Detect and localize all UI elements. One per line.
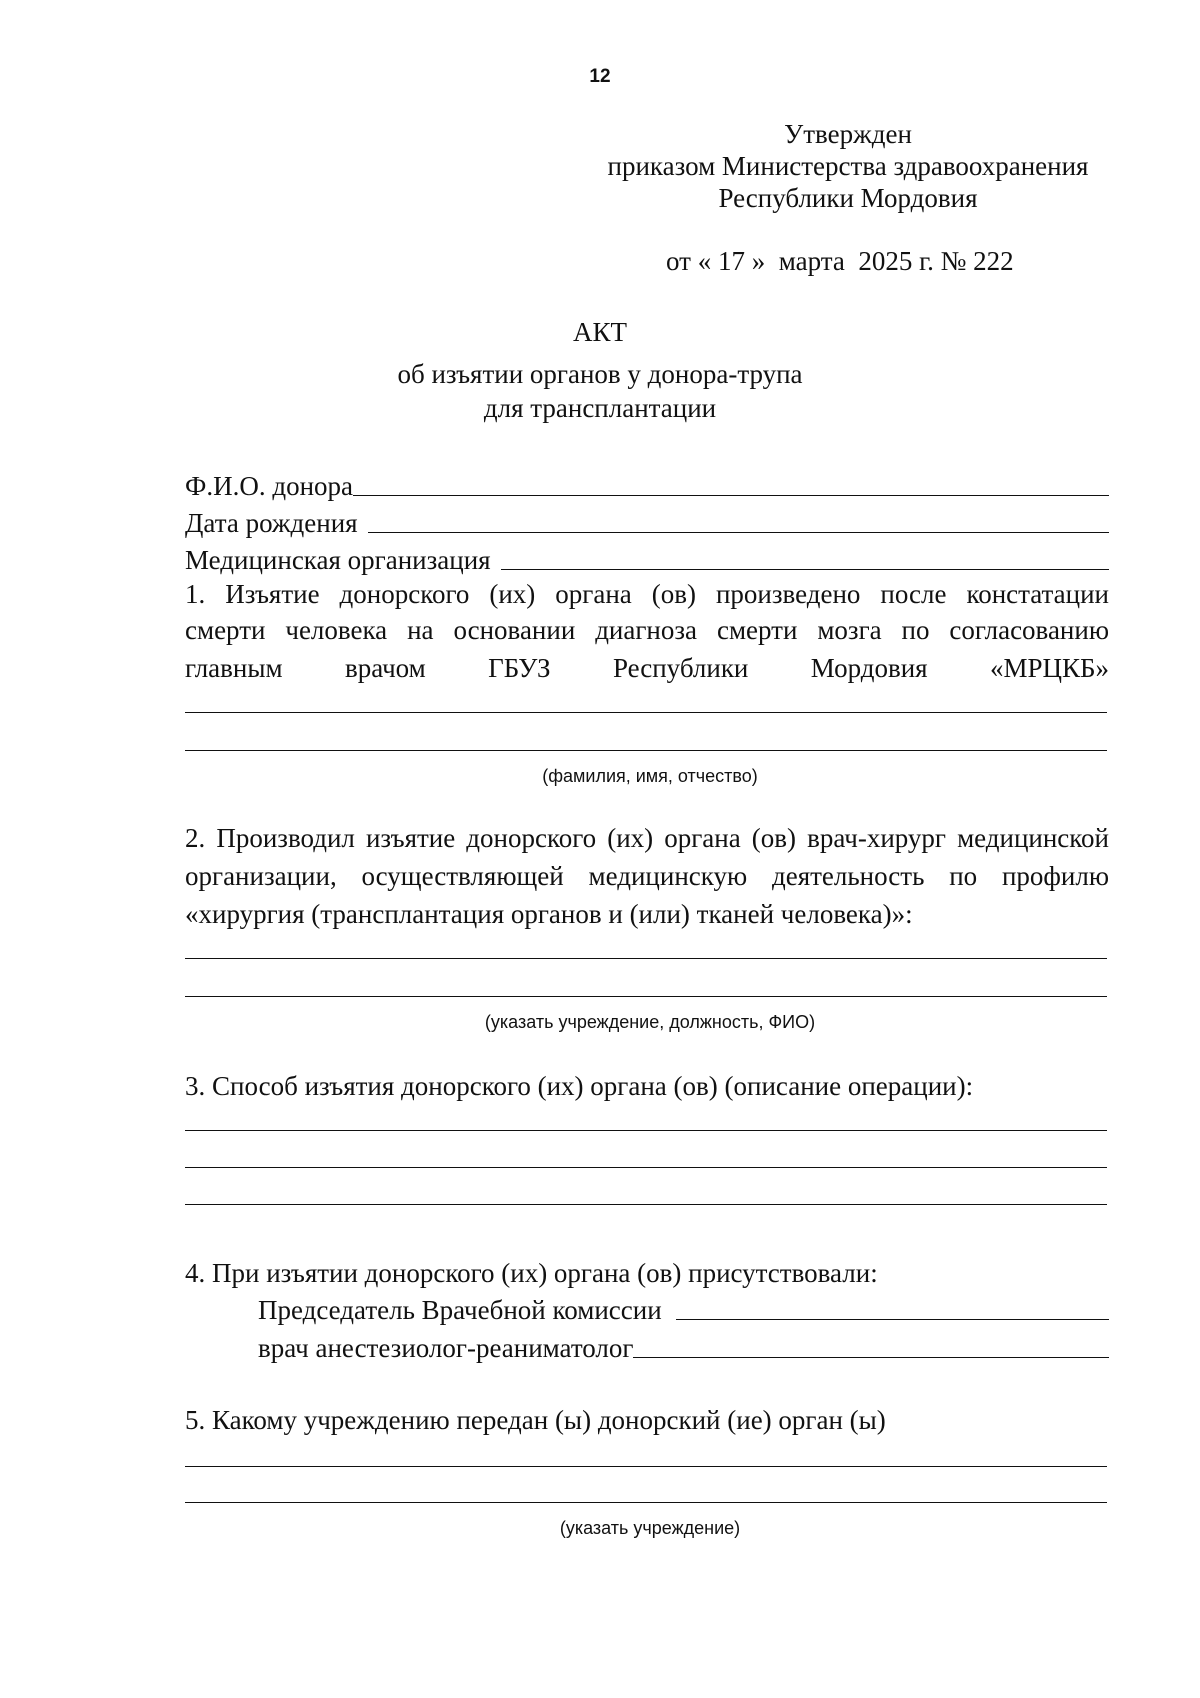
approval-line-3: Республики Мордовия: [718, 183, 978, 213]
anesthesiologist-input-line[interactable]: [633, 1357, 1109, 1358]
approval-line-2: приказом Министерства здравоохранения: [607, 151, 1089, 181]
section-1-word: ГБУЗ: [488, 653, 551, 683]
section-5-fill-line[interactable]: [185, 1466, 1107, 1467]
birth-date-label: Дата рождения: [185, 508, 358, 538]
section-2-line-2: организации, осуществляющей медицинскую деятельность по профилю: [185, 861, 1109, 891]
section-1-word: Республики: [612, 653, 749, 683]
section-2-caption: (указать учреждение, должность, ФИО): [484, 1012, 816, 1032]
section-2-fill-line[interactable]: [185, 996, 1107, 997]
section-3-line-1: 3. Способ изъятия донорского (их) органа (ов) (описание операции):: [185, 1071, 974, 1101]
section-1-fill-line[interactable]: [185, 750, 1107, 751]
section-1-word: «МРЦКБ»: [989, 653, 1109, 683]
section-1-line-2: смерти человека на основании диагноза смерти мозга по согласованию: [185, 615, 1109, 645]
commission-chair-field[interactable]: [258, 1292, 1109, 1326]
page-number: 12: [589, 66, 611, 87]
section-1-word: главным: [185, 653, 283, 683]
section-5-line-1: 5. Какому учреждению передан (ы) донорский (ие) орган (ы): [185, 1405, 886, 1435]
commission-chair-label: Председатель Врачебной комиссии: [258, 1295, 662, 1325]
donor-name-label: Ф.И.О. донора: [185, 471, 353, 501]
section-1-line-3: [185, 652, 1109, 684]
section-2-line-1: 2. Производил изъятие донорского (их) органа (ов) врач-хирург медицинской: [185, 823, 1109, 853]
section-3-fill-line[interactable]: [185, 1204, 1107, 1205]
approval-line-1: Утвержден: [784, 119, 912, 149]
section-5-fill-line[interactable]: [185, 1502, 1107, 1503]
section-2-line-3: «хирургия (трансплантация органов и (или) тканей человека)»:: [185, 899, 913, 929]
donor-name-field[interactable]: [185, 468, 1109, 502]
section-1-fill-line[interactable]: [185, 712, 1107, 713]
document-subtitle-2: для трансплантации: [483, 393, 717, 423]
birth-date-field[interactable]: [185, 505, 1109, 539]
section-1-line-1: 1. Изъятие донорского (их) органа (ов) произведено после констатации: [185, 579, 1109, 609]
section-1-word: Мордовия: [810, 653, 928, 683]
section-3-fill-line[interactable]: [185, 1130, 1107, 1131]
section-1-caption: (фамилия, имя, отчество): [542, 766, 758, 786]
document-title: АКТ: [573, 317, 627, 347]
section-5-caption: (указать учреждение): [559, 1518, 741, 1538]
section-1-word: врачом: [344, 653, 426, 683]
section-4-line-1: 4. При изъятии донорского (их) органа (ов) присутствовали:: [185, 1258, 878, 1288]
document-subtitle-1: об изъятии органов у донора-трупа: [397, 359, 803, 389]
section-2-fill-line[interactable]: [185, 958, 1107, 959]
med-org-field[interactable]: [185, 542, 1109, 576]
anesthesiologist-label: врач анестезиолог-реаниматолог: [258, 1333, 634, 1363]
anesthesiologist-field[interactable]: [258, 1330, 1109, 1364]
donor-name-input-line[interactable]: [353, 495, 1109, 496]
med-org-label: Медицинская организация: [185, 545, 491, 575]
med-org-input-line[interactable]: [501, 569, 1109, 570]
birth-date-input-line[interactable]: [368, 532, 1109, 533]
order-reference: от « 17 » марта 2025 г. № 222: [666, 246, 1014, 276]
section-3-fill-line[interactable]: [185, 1167, 1107, 1168]
commission-chair-input-line[interactable]: [676, 1319, 1109, 1320]
